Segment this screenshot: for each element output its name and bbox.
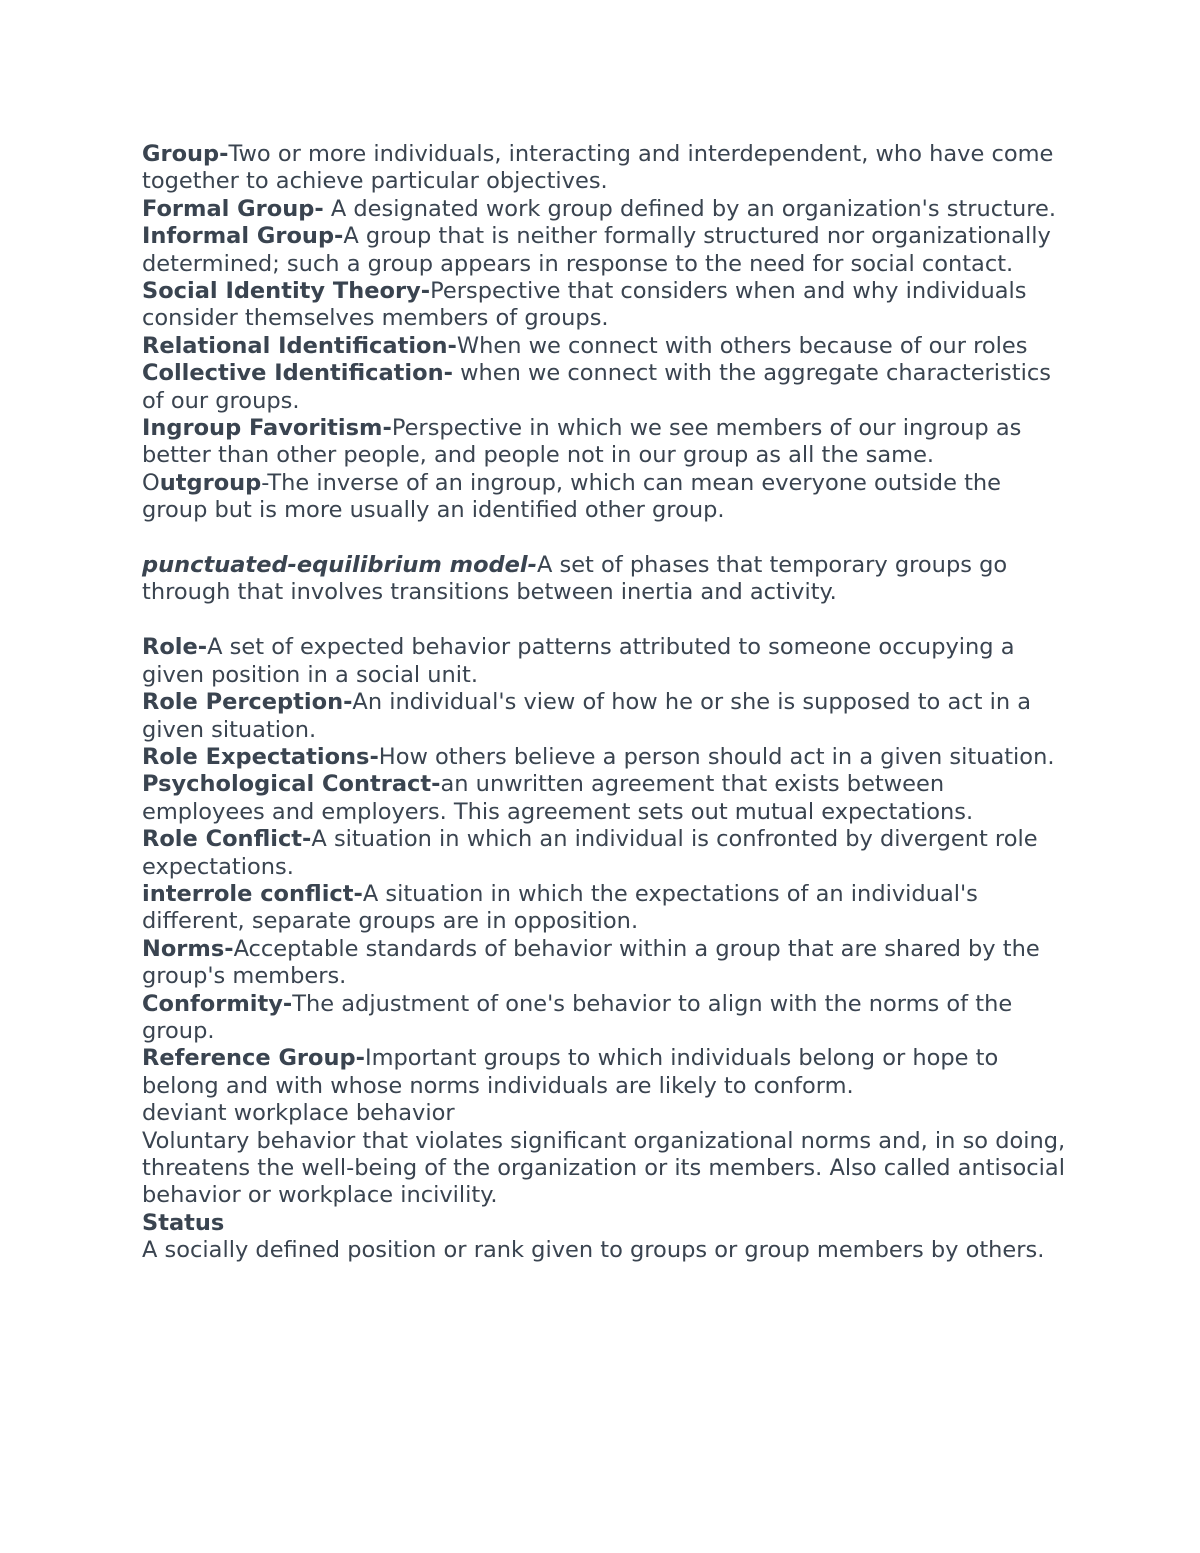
entry-relational-identification [142, 333, 1072, 360]
entry-social-identity-theory [142, 278, 1072, 333]
term: Psychological Contract- [142, 771, 441, 798]
term: Social Identity Theory- [142, 278, 431, 305]
definition: An individual's view of how he or she is supposed to act in a given situation. [142, 689, 1032, 743]
term: Collective Identification- [142, 360, 453, 387]
deviant-workplace-behavior-title: deviant workplace behavior [142, 1100, 455, 1127]
entry-formal-group [142, 196, 1072, 223]
definition: -The inverse of an ingroup, which can mean everyone outside the group but is more usually an identified other group. [142, 469, 1002, 524]
blank-line [142, 525, 1072, 552]
entry-informal-group [142, 223, 1072, 278]
term: Reference Group- [142, 1045, 365, 1072]
status-definition: A socially defined position or rank given to groups or group members by others. [142, 1237, 1045, 1264]
definition: A situation in which an individual is confronted by divergent role expectations. [142, 826, 1038, 880]
definition: A set of expected behavior patterns attributed to someone occupying a given position in a social unit. [142, 634, 1015, 688]
term: Role- [142, 634, 208, 661]
term: Conformity- [142, 990, 293, 1017]
definition: A set of phases that temporary groups go through that involves transitions between inertia and activity. [142, 552, 1008, 606]
entry-reference-group [142, 1045, 1072, 1100]
term: Group- [142, 141, 229, 167]
entry-ingroup-favoritism [142, 415, 1072, 470]
entry-punctuated-equilibrium [142, 552, 1072, 607]
entry-interrole-conflict [142, 881, 1072, 936]
definition: Perspective in which we see members of our ingroup as better than other people, and people not in our group as all the same. [142, 415, 1022, 469]
entry-norms [142, 936, 1072, 991]
definition: Important groups to which individuals belong or hope to belong and with whose norms individuals are likely to conform. [142, 1045, 999, 1099]
status-title: Status [142, 1209, 225, 1236]
entry-outgroup [142, 470, 1072, 525]
definition: Two or more individuals, interacting and interdependent, who have come together to achieve particular objectives. [142, 141, 1054, 195]
entry-conformity [142, 991, 1072, 1046]
term: Formal Group- [142, 195, 324, 222]
term: Role Perception- [142, 689, 353, 716]
definition: Acceptable standards of behavior within a group that are shared by the group's members. [142, 935, 1040, 990]
document-page [142, 141, 1072, 1265]
term: Role Conflict- [142, 826, 312, 853]
term: Role Expectations- [142, 743, 379, 770]
entry-psychological-contract [142, 771, 1072, 826]
entry-role-expectations [142, 744, 1072, 771]
definition: The adjustment of one's behavior to align with the norms of the group. [142, 990, 1013, 1044]
entry-collective-identification [142, 360, 1072, 415]
definition: Perspective that considers when and why individuals consider themselves members of groups. [142, 278, 1027, 332]
term: Informal Group- [142, 223, 344, 250]
definition: A group that is neither formally structured nor organizationally determined; such a group appears in response to the need for social contact. [142, 223, 1051, 277]
definition: When we connect with others because of our roles [456, 332, 1028, 359]
definition: A situation in which the expectations of an individual's different, separate groups are in opposition. [142, 880, 978, 935]
definition: when we connect with the aggregate characteristics of our groups. [142, 360, 1051, 414]
entry-role [142, 634, 1072, 689]
term: punctuated-equilibrium model- [142, 552, 537, 579]
term: Relational Identification- [142, 332, 457, 359]
term: interrole conflict- [142, 880, 363, 907]
definition: an unwritten agreement that exists between employees and employers. This agreement sets out mutual expectations. [142, 771, 974, 825]
definition: A designated work group defined by an organization's structure. [323, 195, 1056, 222]
term: utgroup [159, 469, 262, 496]
blank-line [142, 607, 1072, 634]
term: Ingroup Favoritism- [142, 415, 392, 442]
definition: How others believe a person should act in a given situation. [378, 743, 1055, 770]
entry-role-perception [142, 689, 1072, 744]
entry-group [142, 141, 1072, 196]
term-lead-letter: O [142, 469, 160, 496]
deviant-workplace-behavior-definition: Voluntary behavior that violates significant organizational norms and, in so doing, threatens the well-being of the organization or its members. Also called antisocial behavior or workplace incivility. [142, 1127, 1066, 1209]
entry-role-conflict [142, 826, 1072, 881]
term: Norms- [142, 935, 234, 962]
